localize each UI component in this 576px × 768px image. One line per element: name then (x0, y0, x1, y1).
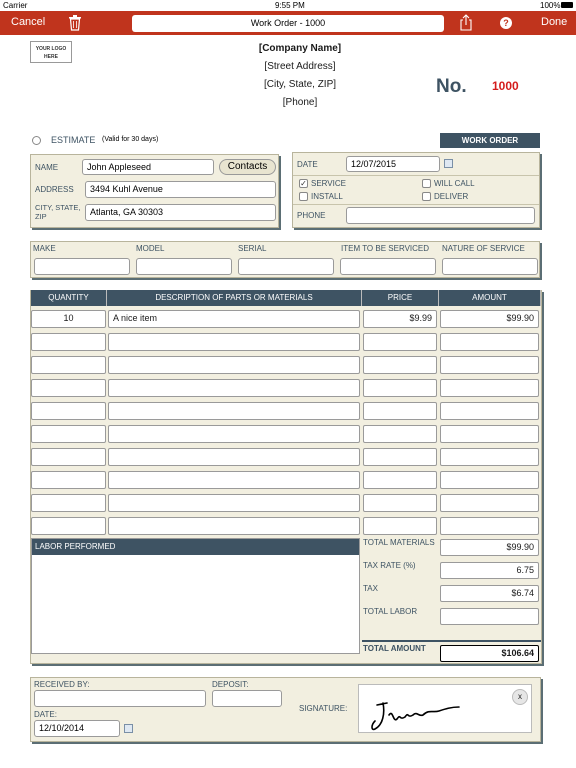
quantity-cell[interactable] (31, 379, 106, 397)
divider (293, 204, 539, 205)
price-cell[interactable] (363, 333, 437, 351)
serial-label: SERIAL (238, 244, 267, 253)
price-cell[interactable] (363, 356, 437, 374)
price-cell[interactable] (363, 448, 437, 466)
model-field[interactable] (136, 258, 232, 275)
amount-cell[interactable] (440, 402, 539, 420)
will-call-checkbox[interactable] (422, 179, 431, 188)
price-cell[interactable] (363, 494, 437, 512)
company-logo[interactable]: YOUR LOGO HERE (30, 41, 72, 63)
description-cell[interactable] (108, 448, 360, 466)
install-label: INSTALL (311, 192, 343, 201)
document-title: Work Order - 1000 (132, 15, 444, 32)
cancel-button[interactable]: Cancel (11, 16, 46, 28)
description-cell[interactable] (108, 379, 360, 397)
will-call-label: WILL CALL (434, 179, 475, 188)
quantity-cell[interactable] (31, 356, 106, 374)
company-phone[interactable]: [Phone] (282, 97, 318, 108)
phone-label: PHONE (297, 211, 326, 220)
amount-cell[interactable] (440, 517, 539, 535)
quantity-cell[interactable] (31, 494, 106, 512)
order-number-label: No. (436, 76, 467, 97)
city-field[interactable]: Atlanta, GA 30303 (85, 204, 276, 221)
make-field[interactable] (34, 258, 130, 275)
city-label: CITY, STATE, ZIP (35, 203, 81, 221)
amount-cell[interactable]: $99.90 (440, 310, 539, 328)
total-labor-field[interactable] (440, 608, 539, 625)
company-city[interactable]: [City, State, ZIP] (263, 79, 337, 90)
signature-image (359, 685, 533, 734)
quantity-cell[interactable] (31, 333, 106, 351)
amount-cell[interactable] (440, 494, 539, 512)
nav-bar (0, 11, 576, 35)
battery-level: 100% (540, 1, 561, 10)
help-icon[interactable]: ? (500, 17, 512, 29)
quantity-cell[interactable] (31, 402, 106, 420)
price-cell[interactable] (363, 517, 437, 535)
deposit-label: DEPOSIT: (212, 680, 249, 689)
calendar-icon[interactable] (124, 724, 133, 733)
description-cell[interactable] (108, 494, 360, 512)
trash-icon[interactable] (68, 15, 82, 31)
deliver-checkbox[interactable] (422, 192, 431, 201)
order-panel (292, 152, 540, 228)
description-cell[interactable] (108, 402, 360, 420)
total-divider (362, 640, 541, 642)
received-by-label: RECEIVED BY: (34, 680, 90, 689)
total-amount-field: $106.64 (440, 645, 539, 662)
description-cell[interactable] (108, 517, 360, 535)
company-name[interactable]: [Company Name] (258, 43, 342, 54)
description-cell[interactable] (108, 333, 360, 351)
quantity-cell[interactable] (31, 448, 106, 466)
quantity-cell[interactable] (31, 471, 106, 489)
labor-text[interactable] (32, 555, 359, 563)
received-by-field[interactable] (34, 690, 206, 707)
quantity-cell[interactable] (31, 517, 106, 535)
quantity-cell[interactable] (31, 425, 106, 443)
calendar-icon[interactable] (444, 159, 453, 168)
install-checkbox[interactable] (299, 192, 308, 201)
amount-cell[interactable] (440, 379, 539, 397)
price-cell[interactable] (363, 379, 437, 397)
amount-cell[interactable] (440, 448, 539, 466)
address-field[interactable]: 3494 Kuhl Avenue (85, 181, 276, 198)
price-cell[interactable]: $9.99 (363, 310, 437, 328)
item-panel (30, 241, 540, 278)
total-labor-label: TOTAL LABOR (363, 607, 418, 616)
item-serviced-field[interactable] (340, 258, 436, 275)
item-serviced-label: ITEM TO BE SERVICED (341, 244, 430, 253)
name-label: NAME (35, 163, 59, 172)
contacts-button[interactable]: Contacts (219, 159, 276, 175)
divider (293, 175, 539, 176)
clear-signature-button[interactable]: x (512, 689, 528, 705)
tax-rate-label: TAX RATE (%) (363, 561, 416, 570)
quantity-header: QUANTITY (31, 290, 107, 306)
description-cell[interactable] (108, 471, 360, 489)
price-cell[interactable] (363, 425, 437, 443)
signature-pad[interactable] (358, 684, 532, 733)
estimate-checkbox[interactable] (32, 136, 41, 145)
amount-cell[interactable] (440, 471, 539, 489)
nature-of-service-label: NATURE OF SERVICE (442, 244, 525, 253)
price-header: PRICE (362, 290, 439, 306)
total-materials-label: TOTAL MATERIALS (363, 538, 435, 547)
battery-icon (561, 2, 573, 8)
order-number[interactable]: 1000 (492, 79, 519, 93)
footer-date-field[interactable]: 12/10/2014 (34, 720, 120, 737)
nature-of-service-field[interactable] (442, 258, 538, 275)
address-label: ADDRESS (35, 185, 74, 194)
amount-cell[interactable] (440, 356, 539, 374)
date-field[interactable]: 12/07/2015 (346, 156, 440, 172)
tax-rate-field[interactable]: 6.75 (440, 562, 539, 579)
company-street[interactable]: [Street Address] (264, 61, 336, 72)
amount-cell[interactable] (440, 333, 539, 351)
tax-label: TAX (363, 584, 378, 593)
description-cell[interactable]: A nice item (108, 310, 360, 328)
service-checkbox[interactable]: ✓ (300, 179, 307, 188)
signature-label: SIGNATURE: (299, 704, 348, 713)
carrier-label: Carrier (3, 1, 28, 10)
clock: 9:55 PM (275, 1, 305, 10)
date-label: DATE (297, 160, 318, 169)
deliver-label: DELIVER (434, 192, 469, 201)
price-cell[interactable] (363, 471, 437, 489)
service-label: SERVICE (311, 179, 346, 188)
share-icon[interactable] (460, 14, 472, 31)
estimate-label: ESTIMATE (51, 135, 96, 145)
done-button[interactable]: Done (541, 16, 568, 28)
footer-date-label: DATE: (34, 710, 57, 719)
tax-field: $6.74 (440, 585, 539, 602)
description-cell[interactable] (108, 356, 360, 374)
amount-cell[interactable] (440, 425, 539, 443)
description-header: DESCRIPTION OF PARTS OR MATERIALS (107, 290, 362, 306)
labor-area[interactable] (31, 538, 360, 654)
estimate-note: (Valid for 30 days) (102, 136, 159, 143)
total-amount-label: TOTAL AMOUNT (363, 644, 426, 653)
make-label: MAKE (33, 244, 56, 253)
labor-header: LABOR PERFORMED (32, 539, 359, 555)
serial-field[interactable] (238, 258, 334, 275)
amount-header: AMOUNT (439, 290, 541, 306)
phone-field[interactable] (346, 207, 535, 224)
total-materials-field: $99.90 (440, 539, 539, 556)
description-cell[interactable] (108, 425, 360, 443)
model-label: MODEL (136, 244, 165, 253)
quantity-cell[interactable]: 10 (31, 310, 106, 328)
name-field[interactable]: John Appleseed (82, 159, 214, 175)
status-bar (0, 0, 576, 11)
customer-panel (30, 154, 279, 228)
price-cell[interactable] (363, 402, 437, 420)
deposit-field[interactable] (212, 690, 282, 707)
work-order-badge: WORK ORDER (440, 133, 540, 148)
